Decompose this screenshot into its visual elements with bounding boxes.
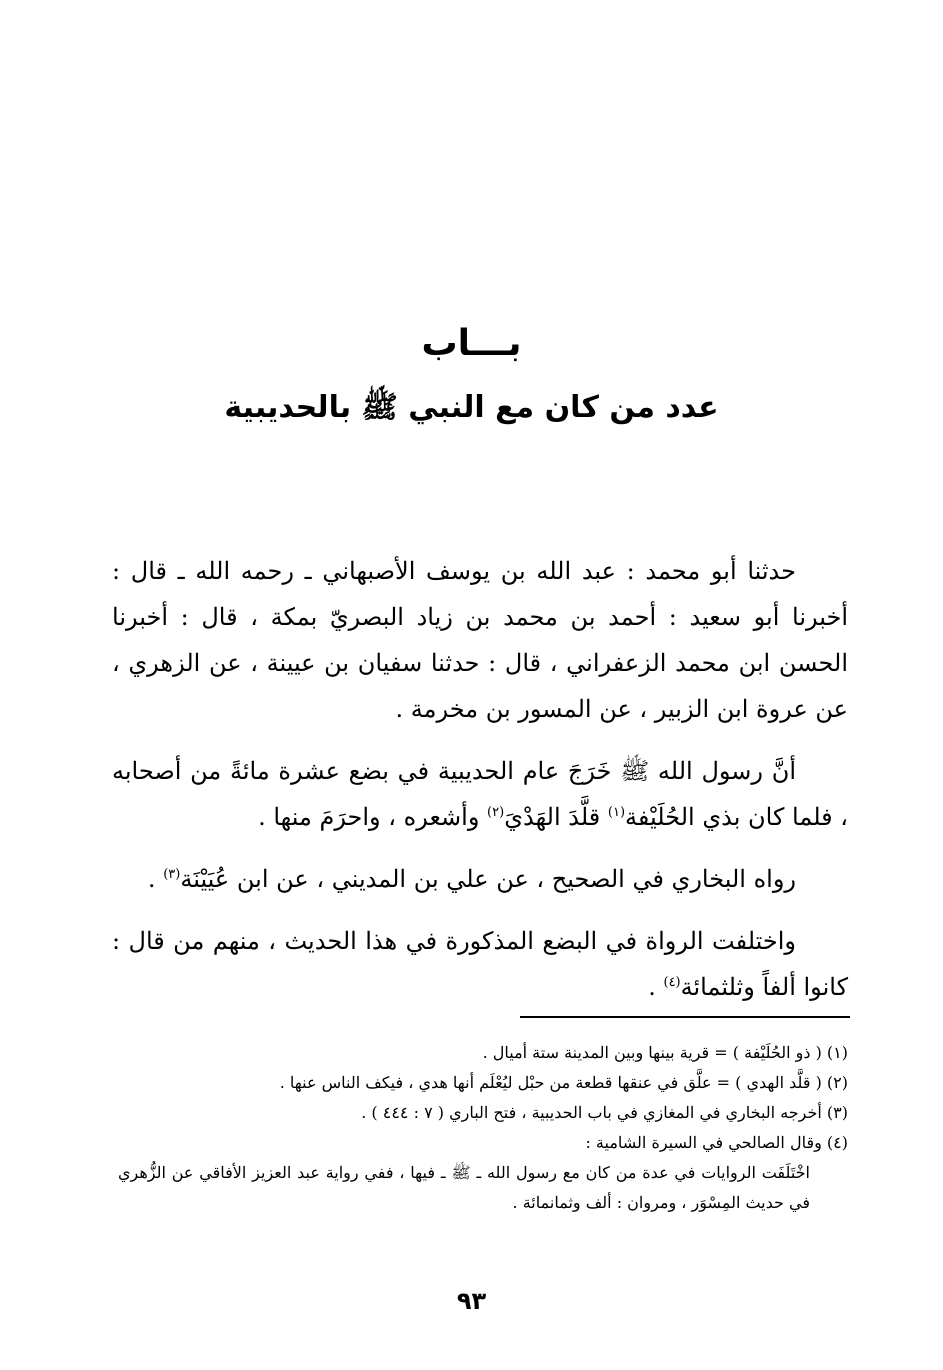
paragraph-isnad: حدثنا أبو محمد : عبد الله بن يوسف الأصبهاني ـ رحمه الله ـ قال : أخبرنا أبو سعيد : أحمد بن محمد بن زياد البصريّ بمكة ، قال : أخبرنا الحسن ابن محمد الزعفراني ، قال : حدثنا سفيان بن عيينة ، عن الزهري ، عن عروة ابن الزبير ، عن المسور بن مخرمة . — [112, 557, 848, 723]
footnote-1: (١) ( ذو الحُلَيْفة ) = قرية بينها وبين المدينة ستة أميال . — [482, 1043, 848, 1062]
footnote-4: (٤) وقال الصالحي في السيرة الشامية : — [585, 1133, 848, 1152]
paragraph-hadith — [112, 748, 848, 840]
variance-text-end: . — [648, 973, 664, 1001]
paragraph-source — [112, 856, 848, 902]
footnote-4-continuation: اخْتَلَفَت الروايات في عدة من كان مع رسول الله ـ ﷺ ـ فيها ، ففي رواية عبد العزيز الأفاقي عن الزُّهري في حديث المِسْوَر ، ومروان : ألف وثمانمائة . — [118, 1163, 810, 1212]
chapter-title: عدد من كان مع النبي ﷺ بالحديبية — [224, 390, 719, 425]
footnote-ref-2: (٢) — [487, 805, 505, 820]
hadith-text-part1: أنَّ رسول الله ﷺ خَرَجَ عام الحديبية في بضع عشرة مائةً من أصحابه ، فلما كان بذي الحُلَيْفة — [112, 757, 848, 831]
hadith-text-part3: وأشعره ، واحرَمَ منها . — [258, 803, 488, 831]
source-text-end: . — [147, 865, 164, 893]
chapter-heading — [0, 320, 943, 430]
page-number: ٩٣ — [456, 1287, 487, 1315]
hadith-text-part2: قلَّدَ الهَدْيَ — [504, 803, 608, 831]
chapter-word: بـــاب — [421, 323, 522, 364]
footnotes — [118, 1038, 848, 1218]
main-text — [112, 548, 848, 1026]
footnote-separator — [520, 1016, 850, 1018]
footnote-ref-4: (٤) — [663, 975, 681, 990]
footnote-3: (٣) أخرجه البخاري في المغازي في باب الحديبية ، فتح الباري ( ٧ : ٤٤٤ ) . — [361, 1103, 848, 1122]
footnote-2: (٢) ( قلَّد الهدي ) = علَّق في عنقها قطعة من حبْل ليُعْلَم أنها هدي ، فيكف الناس عنها . — [279, 1073, 848, 1092]
paragraph-variance — [112, 918, 848, 1010]
footnote-ref-3: (٣) — [163, 867, 181, 882]
variance-text: واختلفت الرواة في البضع المذكورة في هذا الحديث ، منهم من قال : كانوا ألفاً وثلثمائة — [112, 927, 848, 1001]
source-text: رواه البخاري في الصحيح ، عن علي بن المديني ، عن ابن عُيَيْنَة — [180, 865, 796, 893]
footnote-ref-1: (١) — [607, 805, 626, 820]
